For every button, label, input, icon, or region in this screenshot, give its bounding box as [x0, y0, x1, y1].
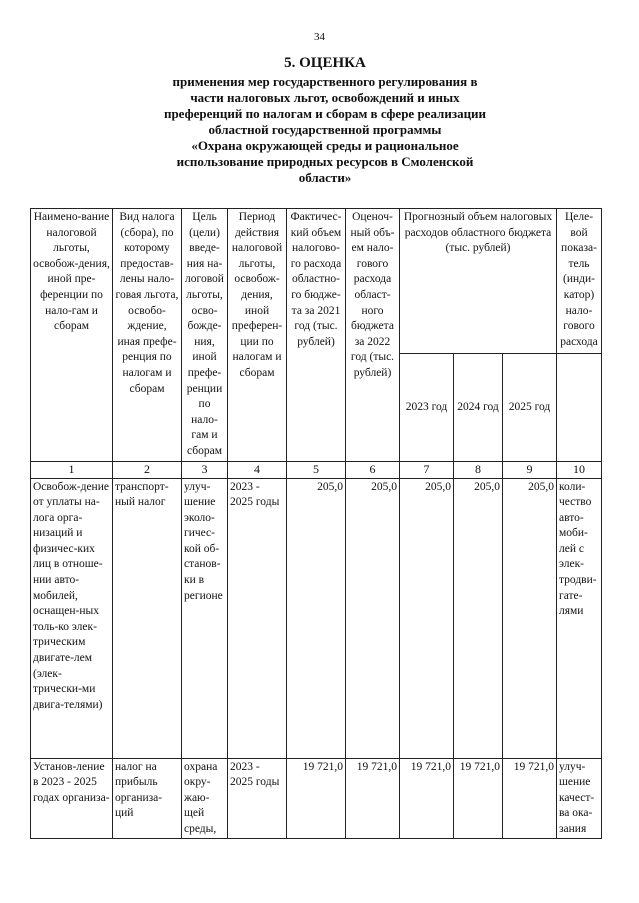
cell-indicator: коли-чество авто-моби-лей с элек-тродви-гате-лями	[557, 478, 602, 758]
title-heading: 5. ОЦЕНКА	[284, 55, 366, 71]
title-line: части налоговых льгот, освобождений и иных	[190, 90, 460, 105]
column-number: 9	[503, 461, 557, 478]
header-name: Наимено-вание налоговой льготы, освобож-дения, иной пре-ференции по нало-гам и сборам	[31, 209, 113, 462]
column-number: 1	[31, 461, 113, 478]
table-row	[31, 478, 602, 758]
cell-2023: 205,0	[400, 478, 454, 758]
cell-name: Установ-ление в 2023 - 2025 годах организа-	[31, 758, 113, 839]
page-number: 34	[314, 31, 325, 43]
title-line: «Охрана окружающей среды и рациональное	[191, 138, 459, 153]
cell-goal: охрана окру-жаю-щей среды,	[182, 758, 228, 839]
header-year-2024: 2024 год	[454, 354, 503, 461]
cell-2025: 205,0	[503, 478, 557, 758]
header-year-2025: 2025 год	[503, 354, 557, 461]
column-number: 7	[400, 461, 454, 478]
column-number: 8	[454, 461, 503, 478]
cell-goal: улуч-шение эколо-гичес-кой об-станов-ки в регионе	[182, 478, 228, 758]
column-number: 3	[182, 461, 228, 478]
column-number: 4	[228, 461, 287, 478]
cell-2024: 19 721,0	[454, 758, 503, 839]
cell-tax-type: транспорт-ный налог	[113, 478, 182, 758]
header-indicator: Целе-вой показа-тель (инди-катор) нало-гового расхода	[557, 209, 602, 354]
column-number: 6	[346, 461, 400, 478]
header-tax-type: Вид налога (сбора), по которому предостав-лены нало-говая льгота, освобо-ждение, иная префе-ренция по налогам и сборам	[113, 209, 182, 462]
header-row	[31, 209, 602, 354]
cell-name: Освобож-дение от уплаты на-лога орга-низаций и физичес-ких лиц в отноше-нии авто-мобилей, оснащен-ных толь-ко элек-трическим двигате-лем (элек-трически-ми двига-телями)	[31, 478, 113, 758]
header-year-2023: 2023 год	[400, 354, 454, 461]
cell-2025: 19 721,0	[503, 758, 557, 839]
cell-estimate: 19 721,0	[346, 758, 400, 839]
title-line: областной государственной программы	[208, 122, 442, 137]
column-number: 2	[113, 461, 182, 478]
cell-actual: 19 721,0	[287, 758, 346, 839]
cell-estimate: 205,0	[346, 478, 400, 758]
cell-indicator: улуч-шение качест-ва ока-зания	[557, 758, 602, 839]
tax-expenditure-table	[30, 208, 602, 839]
cell-tax-type: налог на прибыль организа-ций	[113, 758, 182, 839]
column-number: 10	[557, 461, 602, 478]
title-line: преференций по налогам и сборам в сфере реализации	[163, 106, 487, 121]
title-line: применения мер государственного регулирования в	[172, 74, 478, 89]
column-number-row	[31, 461, 602, 478]
header-indicator-empty	[557, 354, 602, 461]
cell-period: 2023 - 2025 годы	[228, 758, 287, 839]
cell-actual: 205,0	[287, 478, 346, 758]
table-row	[31, 758, 602, 839]
cell-2024: 205,0	[454, 478, 503, 758]
header-actual: Фактичес-кий объем налогово-го расхода областно-го бюдже-та за 2021 год (тыс. рублей)	[287, 209, 346, 462]
header-period: Период действия налоговой льготы, освобож-дения, иной преферен-ции по налогам и сборам	[228, 209, 287, 462]
header-forecast: Прогнозный объем налоговых расходов областного бюджета (тыс. рублей)	[400, 209, 557, 354]
title-line: области»	[298, 170, 352, 185]
document-title	[100, 55, 550, 186]
column-number: 5	[287, 461, 346, 478]
title-line: использование природных ресурсов в Смоленской	[176, 154, 474, 169]
header-goal: Цель (цели) введе-ния на-логовой льготы, осво-божде-ния, иной префе-ренции по нало-гам и сборам	[182, 209, 228, 462]
cell-period: 2023 - 2025 годы	[228, 478, 287, 758]
cell-2023: 19 721,0	[400, 758, 454, 839]
header-estimate: Оценоч-ный объ-ем нало-гового расхода област-ного бюджета за 2022 год (тыс. рублей)	[346, 209, 400, 462]
